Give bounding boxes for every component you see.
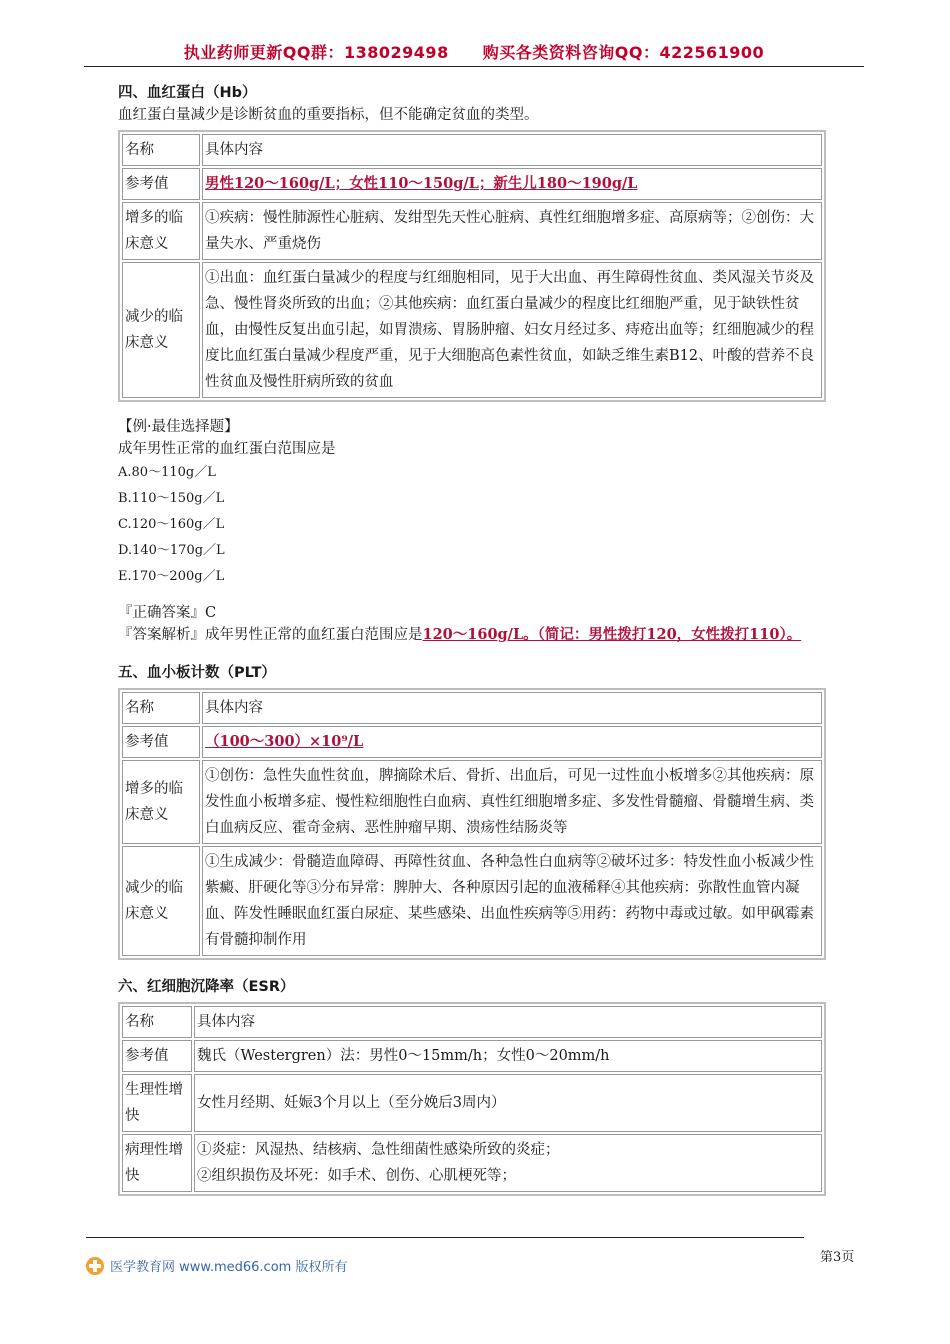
correct-answer: 『正确答案』C [118, 605, 217, 621]
option-e: E.170～200g／L [118, 569, 225, 584]
example-question: 成年男性正常的血红蛋白范围应是 [118, 441, 336, 457]
esr-path-line-2: ②组织损伤及坏死：如手术、创伤、心肌梗死等； [197, 1168, 516, 1184]
option-b: B.110～150g／L [118, 491, 225, 506]
esr-path-line-1: ①炎症：风湿热、结核病、急性细菌性感染所致的炎症； [197, 1142, 560, 1158]
option-c: C.120～160g／L [118, 517, 225, 532]
plt-table [118, 688, 826, 960]
esr-ref-value: 魏氏（Westergren）法：男性0～15mm/h；女性0～20mm/h [194, 1040, 822, 1072]
answer-analysis [118, 624, 830, 646]
table-row [122, 1074, 822, 1132]
header-qq-group: 执业药师更新QQ群：138029498 [183, 43, 449, 62]
esr-table [118, 1002, 826, 1196]
inc-label: 增多的临床意义 [122, 760, 200, 844]
section-hb-title: 四、血红蛋白（Hb） [118, 85, 257, 101]
table-row [122, 134, 822, 166]
hb-dec-text: ①出血：血红蛋白量减少的程度与红细胞相同，见于大出血、再生障碍性贫血、类风湿关节炎及急、慢性肾炎所致的出血；②其他疾病：血红蛋白量减少的程度比红细胞严重，见于缺铁性贫血，由慢性反复出血引起，如胃溃疡、胃肠肿瘤、妇女月经过多、痔疮出血等；红细胞减少的程度比血红蛋白量减少程度严重，见于大细胞高色素性贫血，如缺乏维生素B12、叶酸的营养不良性贫血及慢性肝病所致的贫血 [202, 262, 822, 398]
ref-label: 参考值 [122, 726, 200, 758]
analysis-prefix: 『答案解析』成年男性正常的血红蛋白范围应是 [118, 627, 423, 643]
esr-path-text [194, 1134, 822, 1192]
table-row [122, 726, 822, 758]
dec-label: 减少的临床意义 [122, 846, 200, 956]
esr-phys-text: 女性月经期、妊娠3个月以上（至分娩后3周内） [194, 1074, 822, 1132]
section-plt-title: 五、血小板计数（PLT） [118, 665, 276, 681]
table-row [122, 168, 822, 200]
option-a: A.80～110g／L [118, 465, 216, 480]
table-head-content: 具体内容 [202, 692, 822, 724]
footer-site: 医学教育网 www.med66.com 版权所有 [110, 1260, 348, 1275]
inc-label: 增多的临床意义 [122, 202, 200, 260]
section-esr-title: 六、红细胞沉降率（ESR） [118, 979, 295, 995]
plt-dec-text: ①生成减少：骨髓造血障碍、再障性贫血、各种急性白血病等②破坏过多：特发性血小板减少性紫癜、肝硬化等③分布异常：脾肿大、各种原因引起的血液稀释④其他疾病：弥散性血管内凝血、阵发性睡眠血红蛋白尿症、某些感染、出血性疾病等⑤用药：药物中毒或过敏。如甲砜霉素有骨髓抑制作用 [202, 846, 822, 956]
table-row [122, 1134, 822, 1192]
table-row [122, 846, 822, 956]
hb-table [118, 130, 826, 402]
example-tag: 【例·最佳选择题】 [118, 419, 239, 435]
table-head-content: 具体内容 [202, 134, 822, 166]
table-row [122, 1040, 822, 1072]
phys-label: 生理性增快 [122, 1074, 192, 1132]
ref-label: 参考值 [122, 1040, 192, 1072]
path-label: 病理性增快 [122, 1134, 192, 1192]
table-head-name: 名称 [122, 692, 200, 724]
table-row [122, 760, 822, 844]
table-head-name: 名称 [122, 1006, 192, 1038]
option-d: D.140～170g／L [118, 543, 225, 558]
analysis-highlight: 120～160g/L。（简记：男性拨打120，女性拨打110）。 [422, 626, 802, 643]
plt-inc-text: ①创伤：急性失血性贫血，脾摘除术后、骨折、出血后，可见一过性血小板增多②其他疾病：原发性血小板增多症、慢性粒细胞性白血病、真性红细胞增多症、多发性骨髓瘤、骨髓增生病、类白血病反应、霍奇金病、恶性肿瘤早期、溃疡性结肠炎等 [202, 760, 822, 844]
header-purchase-qq: 购买各类资料咨询QQ：422561900 [482, 43, 765, 62]
footer-divider [86, 1237, 804, 1238]
table-row [122, 1006, 822, 1038]
table-row [122, 202, 822, 260]
table-row [122, 692, 822, 724]
medical-cross-icon [86, 1257, 104, 1275]
hb-inc-text: ①疾病：慢性肺源性心脏病、发绀型先天性心脏病、真性红细胞增多症、高原病等；②创伤：大量失水、严重烧伤 [202, 202, 822, 260]
section-hb-intro: 血红蛋白量减少是诊断贫血的重要指标，但不能确定贫血的类型。 [118, 107, 539, 123]
table-head-content: 具体内容 [194, 1006, 822, 1038]
plt-ref-value: （100～300）×10⁹/L [205, 733, 364, 750]
page-content [118, 82, 830, 1196]
table-row [122, 262, 822, 398]
page-header [84, 40, 864, 67]
ref-label: 参考值 [122, 168, 200, 200]
table-head-name: 名称 [122, 134, 200, 166]
dec-label: 减少的临床意义 [122, 262, 200, 398]
page-number: 第3页 [820, 1250, 855, 1265]
hb-ref-value: 男性120～160g/L；女性110～150g/L；新生儿180～190g/L [205, 175, 638, 192]
footer-brand [86, 1256, 347, 1275]
